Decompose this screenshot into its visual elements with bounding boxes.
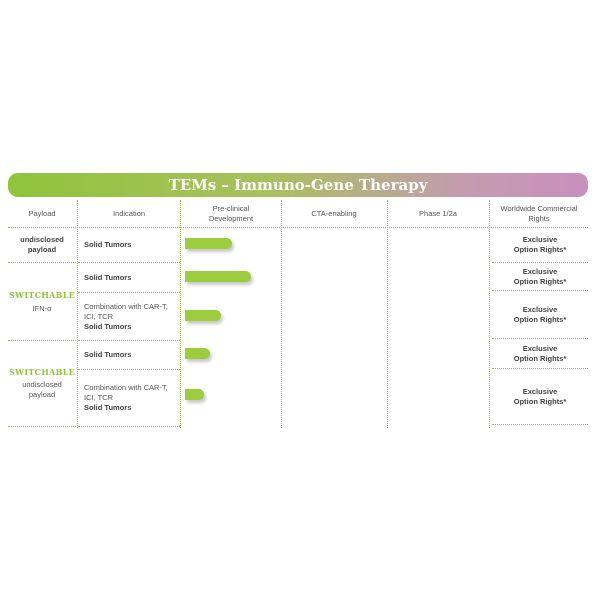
switchable-label: SWITCHABLE: [8, 289, 76, 300]
column-divider: [387, 200, 388, 428]
payload-2: [8, 264, 76, 339]
column-divider: [489, 200, 490, 428]
row-divider: [78, 340, 180, 341]
header-divider: [8, 227, 588, 228]
rights-3: [492, 292, 588, 337]
header-indication: Indication: [112, 209, 146, 218]
indication-combination-line2: ICI, TCR: [84, 311, 114, 321]
rights-2: [492, 264, 588, 289]
rights-line1: Exclusive: [522, 386, 558, 396]
row-divider: [492, 262, 588, 263]
row-divider: [492, 290, 588, 291]
indication-2: [84, 264, 179, 291]
header-preclinical-line2: Development: [208, 214, 254, 223]
rights-line1: Exclusive: [522, 304, 558, 314]
rights-line2: Option Rights*: [513, 396, 567, 406]
progress-bar: [185, 348, 210, 359]
row-divider: [78, 262, 180, 263]
payload-3: [8, 342, 76, 425]
rights-4: [492, 340, 588, 367]
payload-2-name: IFN-α: [32, 303, 52, 313]
row-divider: [78, 426, 180, 427]
indication-text: Solid Tumors: [84, 350, 132, 359]
payload-1-line1: undisclosed: [20, 235, 64, 244]
row-divider: [492, 338, 588, 339]
row-divider: [8, 262, 76, 263]
column-divider: [180, 200, 181, 428]
header-cta: CTA-enabling: [311, 209, 357, 218]
progress-bar: [185, 310, 221, 321]
payload-1: [8, 229, 76, 261]
row-divider: [78, 292, 180, 293]
header-payload: Payload: [28, 209, 56, 218]
payload-3-line1: undisclosed: [22, 380, 62, 389]
row-divider: [8, 340, 76, 341]
rights-line2: Option Rights*: [513, 353, 567, 363]
title-banner: [8, 173, 588, 197]
header-rights-line2: Rights: [528, 214, 550, 223]
progress-bar: [185, 238, 232, 249]
rights-line1: Exclusive: [522, 235, 558, 244]
switchable-label: SWITCHABLE: [8, 367, 76, 377]
indication-4: [84, 342, 179, 368]
progress-bar: [185, 389, 204, 400]
indication-5: [84, 371, 179, 425]
header-preclinical-line1: Pre-clinical: [212, 204, 250, 213]
indication-text: Solid Tumors: [84, 240, 132, 249]
indication-1: [84, 229, 179, 261]
row-divider: [78, 369, 180, 370]
indication-combination-line2: ICI, TCR: [84, 393, 114, 402]
rights-5: [492, 370, 588, 423]
header-rights: [490, 203, 588, 225]
row-divider: [8, 426, 76, 427]
rights-line2: Option Rights*: [513, 314, 567, 324]
indication-text: Solid Tumors: [84, 403, 132, 412]
header-rights-line1: Worldwide Commercial: [500, 204, 578, 213]
rights-line1: Exclusive: [522, 343, 558, 353]
indication-3: [84, 294, 179, 339]
indication-combination-line1: Combination with CAR-T,: [84, 383, 168, 392]
header-phase: Phase 1/2a: [419, 209, 457, 218]
rights-line1: Exclusive: [522, 266, 558, 276]
rights-line2: Option Rights*: [513, 276, 567, 286]
column-divider: [281, 200, 282, 428]
indication-text: Solid Tumors: [84, 321, 132, 331]
column-divider: [77, 200, 78, 428]
rights-1: [492, 229, 588, 261]
row-divider: [492, 424, 588, 425]
progress-bar: [185, 271, 251, 282]
indication-text: Solid Tumors: [84, 272, 132, 282]
indication-combination-line1: Combination with CAR-T,: [84, 301, 168, 311]
rights-line2: Option Rights*: [513, 245, 567, 254]
header-preclinical: [182, 203, 280, 225]
row-divider: [492, 368, 588, 369]
pipeline-title: TEMs – Immuno-Gene Therapy: [168, 176, 428, 194]
payload-1-line2: payload: [27, 245, 57, 254]
payload-3-line2: payload: [28, 390, 56, 399]
